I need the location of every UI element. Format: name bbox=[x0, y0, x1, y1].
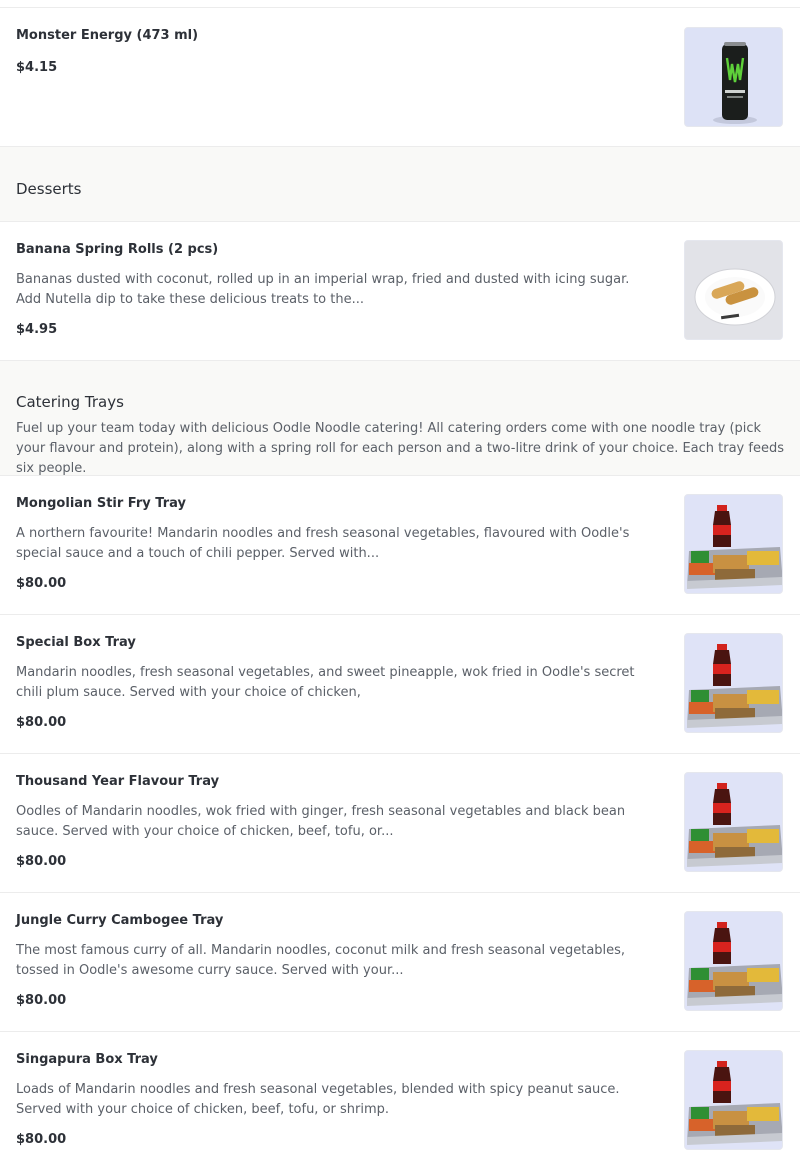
menu-item-singapura-box-tray[interactable] bbox=[0, 1032, 800, 1157]
item-price: $4.15 bbox=[16, 60, 58, 75]
section-description: Fuel up your team today with delicious Oodle Noodle catering! All catering orders come with one noodle tray (pick your flavour and protein), along with a spring roll for each person and a two-litre drink of your choice. Each tray feeds six people. bbox=[16, 421, 784, 476]
section-title: Desserts bbox=[16, 180, 82, 198]
item-description: Loads of Mandarin noodles and fresh seasonal vegetables, blended with spicy peanut sauce. Served with your choice of chicken, beef, tofu, or shrimp. bbox=[16, 1082, 620, 1117]
item-name: Special Box Tray bbox=[16, 635, 136, 650]
section-header-catering-trays bbox=[0, 361, 800, 476]
spring-rolls-plate-icon bbox=[684, 240, 783, 340]
item-description: Oodles of Mandarin noodles, wok fried with ginger, fresh seasonal vegetables and black bean sauce. Served with your choice of chicken, beef, tofu, or... bbox=[16, 804, 626, 839]
menu-item-special-box-tray[interactable] bbox=[0, 615, 800, 754]
item-description: Bananas dusted with coconut, rolled up in an imperial wrap, fried and dusted with icing sugar. Add Nutella dip to take these delicious treats to the... bbox=[16, 272, 630, 307]
menu-item-jungle-curry-cambogee-tray[interactable] bbox=[0, 893, 800, 1032]
menu-item-thousand-year-flavour-tray[interactable] bbox=[0, 754, 800, 893]
item-description: Mandarin noodles, fresh seasonal vegetables, and sweet pineapple, wok fried in Oodle's secret chili plum sauce. Served with your choice of chicken, bbox=[16, 665, 635, 700]
item-name: Jungle Curry Cambogee Tray bbox=[16, 913, 224, 928]
item-price: $80.00 bbox=[16, 715, 67, 730]
section-title: Catering Trays bbox=[16, 393, 124, 411]
menu-item-banana-spring-rolls[interactable] bbox=[0, 222, 800, 361]
item-price: $80.00 bbox=[16, 854, 67, 869]
catering-tray-icon bbox=[684, 1050, 783, 1150]
item-price: $80.00 bbox=[16, 993, 67, 1008]
section-header-desserts bbox=[0, 147, 800, 222]
item-name: Singapura Box Tray bbox=[16, 1052, 158, 1067]
item-description: A northern favourite! Mandarin noodles and fresh seasonal vegetables, flavoured with Oodle's special sauce and a touch of chili pepper. Served with... bbox=[16, 526, 630, 561]
catering-tray-icon bbox=[684, 633, 783, 733]
item-price: $4.95 bbox=[16, 322, 58, 337]
monster-can-icon bbox=[684, 27, 783, 127]
item-name: Mongolian Stir Fry Tray bbox=[16, 496, 186, 511]
item-price: $80.00 bbox=[16, 576, 67, 591]
menu-item-monster-energy[interactable] bbox=[0, 8, 800, 147]
catering-tray-icon bbox=[684, 494, 783, 594]
catering-tray-icon bbox=[684, 772, 783, 872]
item-name: Thousand Year Flavour Tray bbox=[16, 774, 220, 789]
item-price: $80.00 bbox=[16, 1132, 67, 1147]
catering-tray-icon bbox=[684, 911, 783, 1011]
item-name: Monster Energy (473 ml) bbox=[16, 28, 199, 43]
item-description: The most famous curry of all. Mandarin noodles, coconut milk and fresh seasonal vegetables, tossed in Oodle's awesome curry sauce. Served with your... bbox=[16, 943, 626, 978]
menu-item-mongolian-stir-fry-tray[interactable] bbox=[0, 476, 800, 615]
item-name: Banana Spring Rolls (2 pcs) bbox=[16, 242, 219, 257]
